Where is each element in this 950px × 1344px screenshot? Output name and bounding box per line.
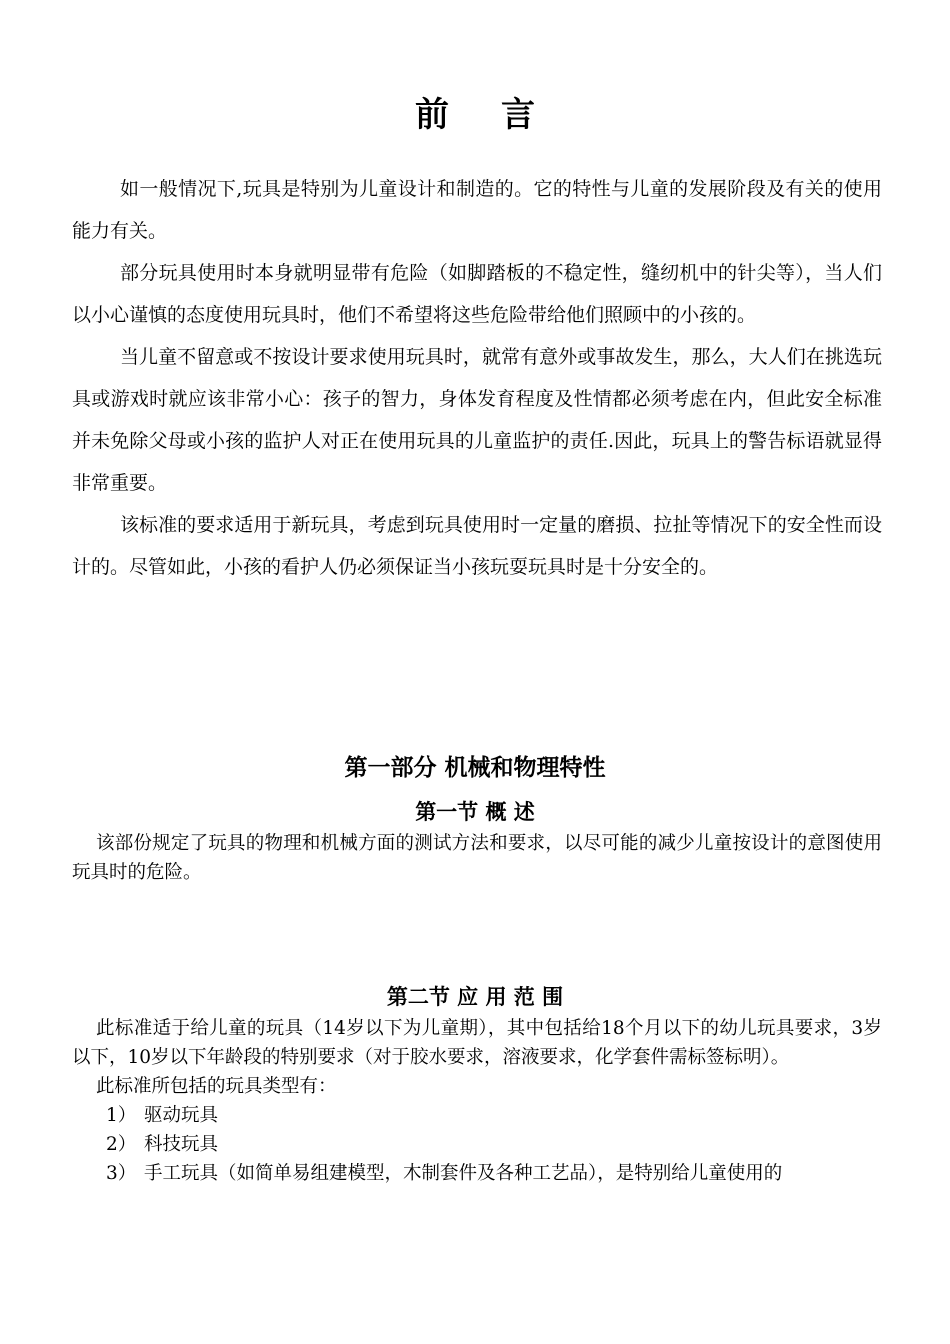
- list-item-text: 驱动玩具: [144, 1105, 219, 1126]
- section-1-paragraph: 该部份规定了玩具的物理和机械方面的测试方法和要求，以尽可能的减少儿童按设计的意图使用玩具时的危险。: [72, 833, 882, 883]
- list-item-text: 手工玩具（如简单易组建模型，木制套件及各种工艺品），是特别给儿童使用的: [144, 1163, 783, 1184]
- list-item: [72, 1101, 882, 1130]
- toy-types-list: [72, 1101, 882, 1188]
- list-item: [72, 1130, 882, 1159]
- preface-body: [72, 168, 882, 588]
- list-item-number: 1）: [106, 1105, 137, 1126]
- section-1-title: 第一节 概 述: [415, 800, 535, 824]
- part-title: 第一部分 机械和物理特性: [344, 755, 606, 781]
- list-item-text: 科技玩具: [144, 1134, 219, 1155]
- preface-paragraph: 部分玩具使用时本身就明显带有危险（如脚踏板的不稳定性，缝纫机中的针尖等），当人们以小心谨慎的态度使用玩具时，他们不希望将这些危险带给他们照顾中的小孩的。: [72, 262, 882, 326]
- preface-paragraph: 如一般情况下,玩具是特别为儿童设计和制造的。它的特性与儿童的发展阶段及有关的使用能力有关。: [72, 178, 882, 242]
- toy-types-intro: 此标准所包括的玩具类型有：: [96, 1076, 337, 1097]
- preface-paragraph: 当儿童不留意或不按设计要求使用玩具时，就常有意外或事故发生，那么，大人们在挑选玩具或游戏时就应该非常小心：孩子的智力，身体发育程度及性情都必须考虑在内，但此安全标准并未免除父母或小孩的监护人对正在使用玩具的儿童监护的责任.因此，玩具上的警告标语就显得非常重要。: [72, 346, 882, 494]
- section-2-title: 第二节 应 用 范 围: [386, 985, 564, 1009]
- section-1-body: [72, 829, 882, 887]
- preface-paragraph: 该标准的要求适用于新玩具，考虑到玩具使用时一定量的磨损、拉扯等情况下的安全性而设计的。尽管如此，小孩的看护人仍必须保证当小孩玩耍玩具时是十分安全的。: [72, 514, 882, 578]
- list-item: [72, 1159, 882, 1188]
- list-item-number: 2）: [106, 1134, 137, 1155]
- list-item-number: 3）: [106, 1163, 137, 1184]
- section-2-paragraph: 此标准适于给儿童的玩具（14岁以下为儿童期），其中包括给18个月以下的幼儿玩具要求，3岁以下，10岁以下年龄段的特别要求（对于胶水要求，溶液要求，化学套件需标签标明）。: [72, 1018, 882, 1068]
- preface-title: 前言: [415, 95, 587, 135]
- section-2-body: [72, 1014, 882, 1188]
